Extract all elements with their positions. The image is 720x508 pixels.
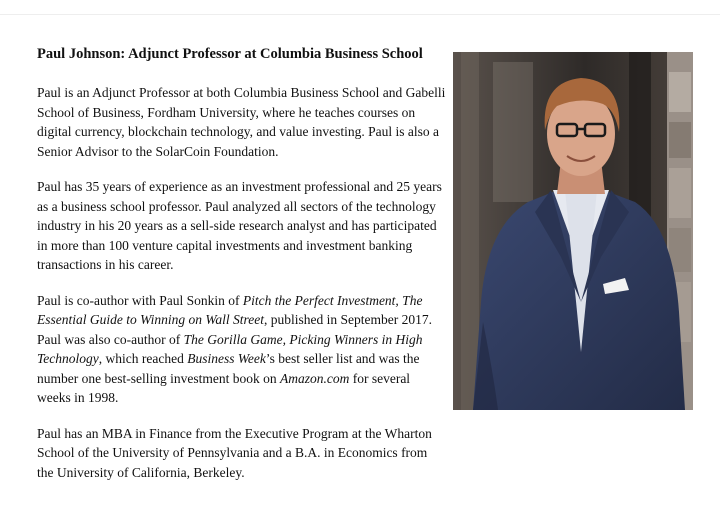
book-title-pitch: Pitch the Perfect Investment, The Essential Guide to Winning on Wall Street	[37, 292, 423, 327]
window-pane	[493, 62, 533, 202]
page-title: Paul Johnson: Adjunct Professor at Columbia Business School	[37, 46, 423, 62]
bio-paragraph-experience-text: Paul has 35 years of experience as an investment professional and 25 years as a business school professor. Paul analyzed all sectors of the technology industry in his 20 years as a sell-side research analyst and has participated in more than 100 venture capital investments and investment banking transactions in his career.	[37, 179, 442, 272]
bio-text-column	[37, 44, 447, 498]
bio-paragraph-positions	[37, 83, 447, 161]
stone-block	[669, 228, 691, 272]
top-divider	[0, 14, 720, 15]
books-mid-text-2: , which reached	[98, 351, 188, 366]
bio-paragraph-education	[37, 424, 447, 483]
books-intro-text: Paul is co-author with Paul Sonkin of	[37, 292, 243, 308]
bio-paragraph-positions-text: Paul is an Adjunct Professor at both Columbia Business School and Gabelli School of Business, Fordham University, where he teaches courses on digital currency, blockchain technology, and value investing. Paul is also a Senior Advisor to the SolarCoin Foundation.	[37, 85, 446, 159]
bio-paragraph-experience	[37, 177, 447, 275]
stone-block	[669, 168, 691, 218]
website-name: Amazon.com	[279, 370, 350, 386]
books-mid-text-3: ’s best seller list and was the number one best-selling investment book on	[37, 351, 420, 386]
books-end-text: for several weeks in 1998.	[37, 370, 411, 405]
book-title-gorilla: The Gorilla Game, Picking Winners in High Technology	[37, 331, 423, 366]
bio-paragraph-books	[37, 291, 447, 408]
bio-paragraph-education-text: Paul has an MBA in Finance from the Executive Program at the Wharton School of the University of Pennsylvania and a B.A. in Economics from the University of California, Berkeley.	[37, 425, 432, 480]
portrait-illustration	[453, 52, 693, 410]
portrait-photo	[453, 52, 693, 410]
magazine-title: Business Week	[187, 351, 266, 366]
stone-block	[669, 122, 691, 158]
door-frame-left	[461, 52, 479, 410]
books-mid-text-1: , published in September 2017. Paul was also co-author of	[37, 312, 432, 347]
stone-block	[669, 72, 691, 112]
